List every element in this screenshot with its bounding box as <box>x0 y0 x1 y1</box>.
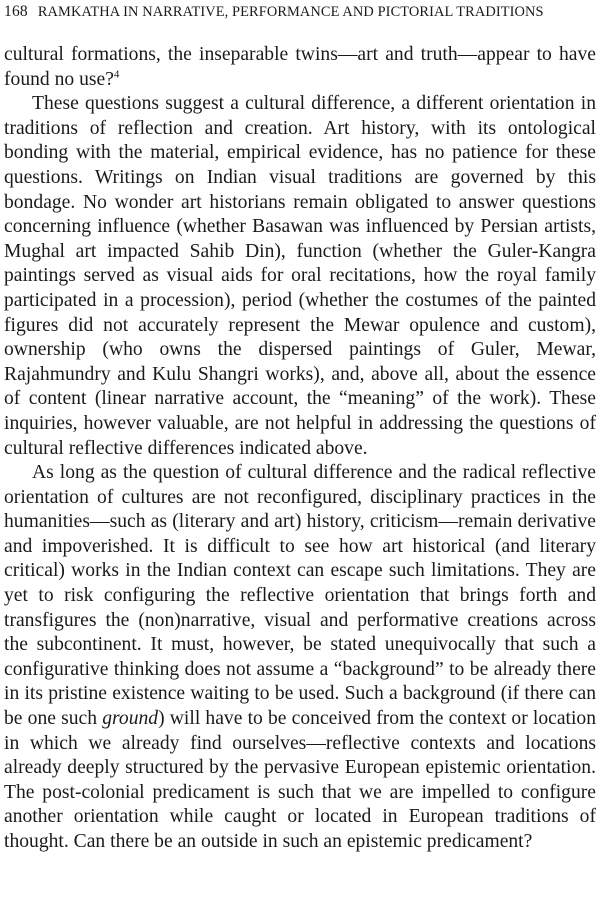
running-head <box>4 0 596 33</box>
italic-term: ground <box>102 708 159 730</box>
page-number: 168 <box>4 3 28 20</box>
paragraph-continuation <box>4 43 596 92</box>
paragraph <box>4 461 596 855</box>
paragraph-text: cultural formations, the inseparable twins—art and truth—appear to have found no use? <box>4 44 596 90</box>
footnote-reference: 4 <box>113 68 120 81</box>
running-head-title: RAMKATHA IN NARRATIVE, PERFORMANCE AND PICTORIAL TRADITIONS <box>37 4 544 20</box>
book-page <box>4 0 596 855</box>
body-text <box>4 43 596 855</box>
paragraph-text: ) will have to be conceived from the context or location in which we already find ourselves—reflective contexts and locations already deeply structured by the pervasive European epistemic orientation. The post-colonial predicament is such that we are impelled to configure another orientation while caught or located in European traditions of thought. Can there be an outside in such an epistemic predicament? <box>4 708 597 852</box>
paragraph-text: As long as the question of cultural difference and the radical reflective orientation of cultures are not reconfigured, disciplinary practices in the humanities—such as (literary and art) history, criticism—remain derivative and impoverished. It is difficult to see how art historical (and literary critical) works in the Indian context can escape such limitations. They are yet to risk configuring the reflective orientation that brings forth and transfigures the (non)narrative, visual and performative creations across the subcontinent. It must, however, be stated unequivocally that such a configurative thinking does not assume a “background” to be already there in its pristine existence waiting to be used. Such a background (if there can be one such <box>4 462 596 730</box>
paragraph: These questions suggest a cultural difference, a different orientation in traditions of reflection and creation. Art history, with its ontological bonding with the material, empirical evidence, has no patience for these questions. Writings on Indian visual traditions are governed by this bondage. No wonder art historians remain obligated to answer questions concerning influence (whether Basawan was influenced by Persian artists, Mughal art impacted Sahib Din), function (whether the Guler-Kangra paintings served as visual aids for oral recitations, how the royal family participated in a procession), period (whether the costumes of the painted figures did not accurately represent the Mewar opulence and custom), ownership (who owns the dispersed paintings of Guler, Mewar, Rajahmundry and Kulu Shangri works), and, above all, about the essence of content (linear narrative account, the “meaning” of the work). These inquiries, however valuable, are not helpful in addressing the questions of cultural reflective differences indicated above. <box>4 93 596 459</box>
